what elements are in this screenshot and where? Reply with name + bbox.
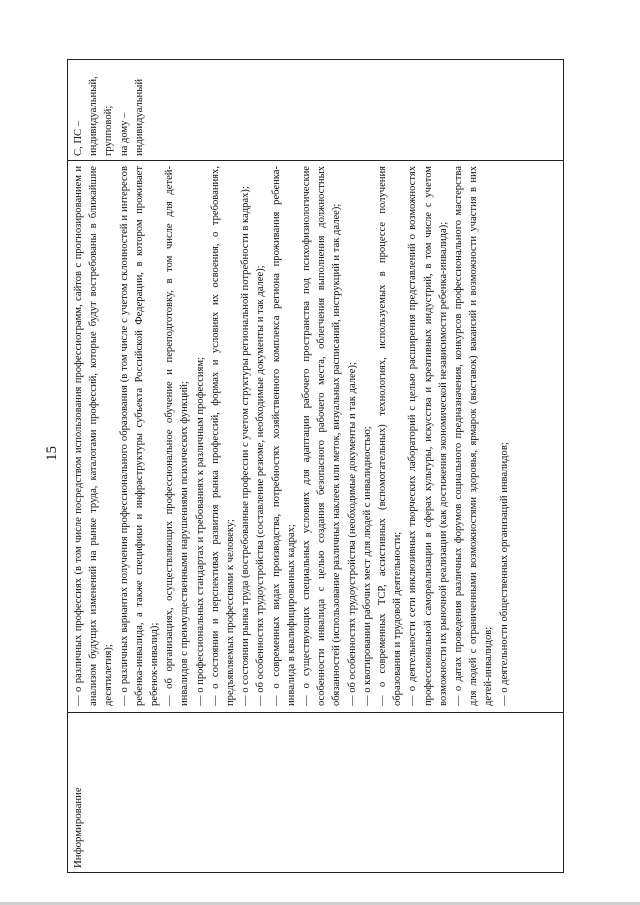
list-item: — об особенностях трудоустройства (необходимые документы и так далее); [346,362,358,706]
list-item: — о датах проведения различных форумов социального предназначения, конкурсов профессионального мастерства для людей с ограниченными возможностями здоровья, ярмарок (выставок) вакансий и возможности участия в них детей-инвалидов; [453,166,495,706]
form-line: на дому – [118,112,130,156]
list-item: — о существующих специальных условиях для адаптации рабочего пространства под психофизиологические особенности инвалида с целью создания безопасного рабочего места, облегчения выполнения должностных обязанностей (использование различных наклеек или меток, визуальных расписаний, инструкций и так далее); [301,166,343,706]
list-item: — о квотировании рабочих мест для людей с инвалидностью; [361,426,373,706]
items-cell [68,160,563,712]
list-item: — о деятельности общественных организаций инвалидов; [498,442,510,706]
section-title-cell [68,712,563,872]
list-item: — о состоянии рынка труда (востребованные профессии с учетом структуры региональной потребности в кадрах); [240,186,252,706]
services-table [67,59,564,873]
list-item: — о различных профессиях (в том числе посредством использования профессиограмм, сайтов с прогнозированием и анализом будущих изменений на рынке труда, каталогами профессий, которые будут востребованы в ближайшие десятилетия); [73,166,115,706]
list-item: — о современных видах производства, потребностях хозяйственного комплекса региона проживания ребенка-инвалида в квалифицированных кадрах; [270,166,297,706]
section-title: Информирование [72,787,84,868]
list-item: — о различных вариантах получения профессионального образования (в том числе с учетом склонностей и интересов ребенка-инвалида, а также специфики и инфраструктуры субъекта Российской Федерации, в котором проживает ребенок-инвалид); [118,166,161,706]
list-item: — об организациях, осуществляющих профессиональное обучение и переподготовку, в том числе для детей-инвалидов с преимущественными нарушениями психических функций; [164,166,191,706]
page-number [42,440,62,466]
rotated-table-wrapper [67,59,564,873]
list-item: — о деятельности сети инклюзивных творческих лабораторий с целью расширения представлений о возможностях профессиональной самореализации в сферах культуры, искусства и креативных индустрий, в том числе с учетом возможности их рыночной реализации (как достижения экономической независимости ребенка-инвалида); [407,166,449,706]
form-line: С, ПС – [73,120,84,156]
list-item: — об особенностях трудоустройства (составление резюме, необходимые документы и так далее); [255,265,267,706]
page-number-text: 15 [43,445,60,461]
form-line: индивидуальный, [88,76,100,156]
form-line: индивидуальный [133,79,145,156]
form-line: групповой; [103,105,115,156]
list-item: — о профессиональных стандартах и требованиях к различным профессиям; [194,356,206,706]
form-cell [68,60,563,160]
list-item: — о состоянии и перспективах развития рынка профессий, формах и условиях их освоения, о требованиях, предъявляемых профессиями к человеку; [209,166,237,706]
list-item: — о современных ТСР, ассистивных (вспомогательных) технологиях, используемых в процессе получения образования и трудовой деятельности; [377,166,404,706]
